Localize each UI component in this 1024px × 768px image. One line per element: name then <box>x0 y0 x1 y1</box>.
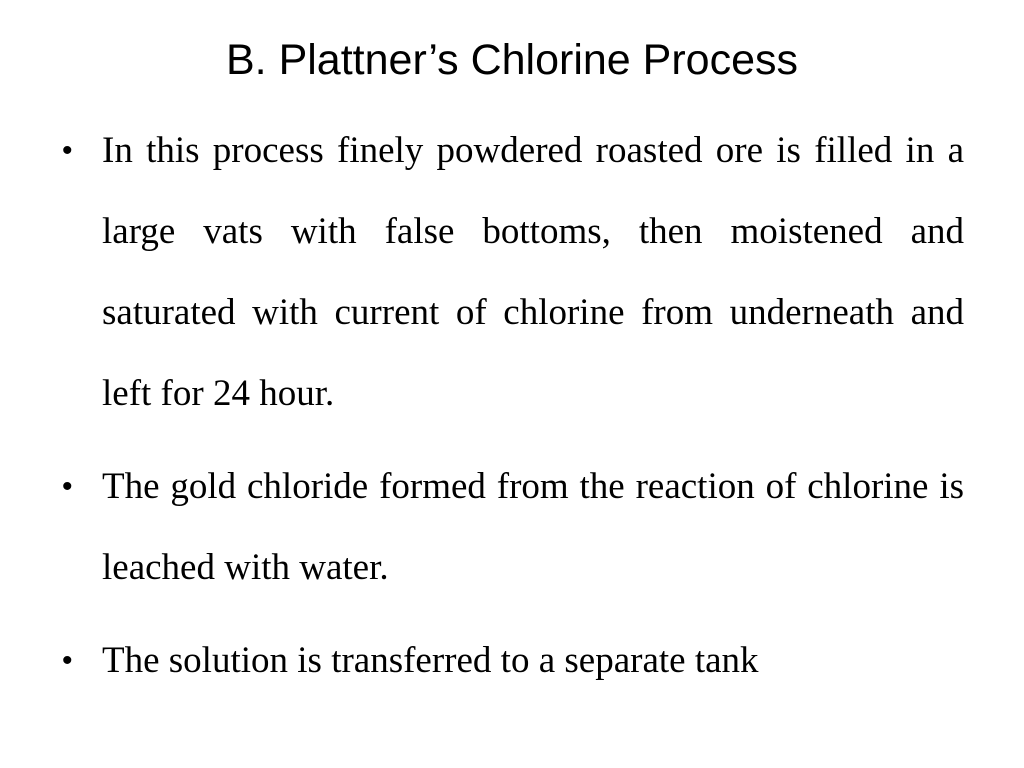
bullet-icon: • <box>62 644 73 677</box>
bullet-item <box>62 446 964 608</box>
bullet-item <box>62 110 964 434</box>
bullet-text: The gold chloride formed from the reaction of chlorine is leached with water. <box>102 466 964 588</box>
slide-title: B. Plattner’s Chlorine Process <box>226 36 798 84</box>
bullet-icon: • <box>62 134 73 167</box>
bullet-text: The solution is transferred to a separate tank <box>102 640 759 681</box>
bullet-list <box>62 110 964 713</box>
bullet-text: In this process finely powdered roasted ore is filled in a large vats with false bottoms, then moistened and saturated with current of chlorine from underneath and left for 24 hour. <box>102 130 964 414</box>
bullet-item <box>62 620 964 701</box>
bullet-icon: • <box>62 470 73 503</box>
